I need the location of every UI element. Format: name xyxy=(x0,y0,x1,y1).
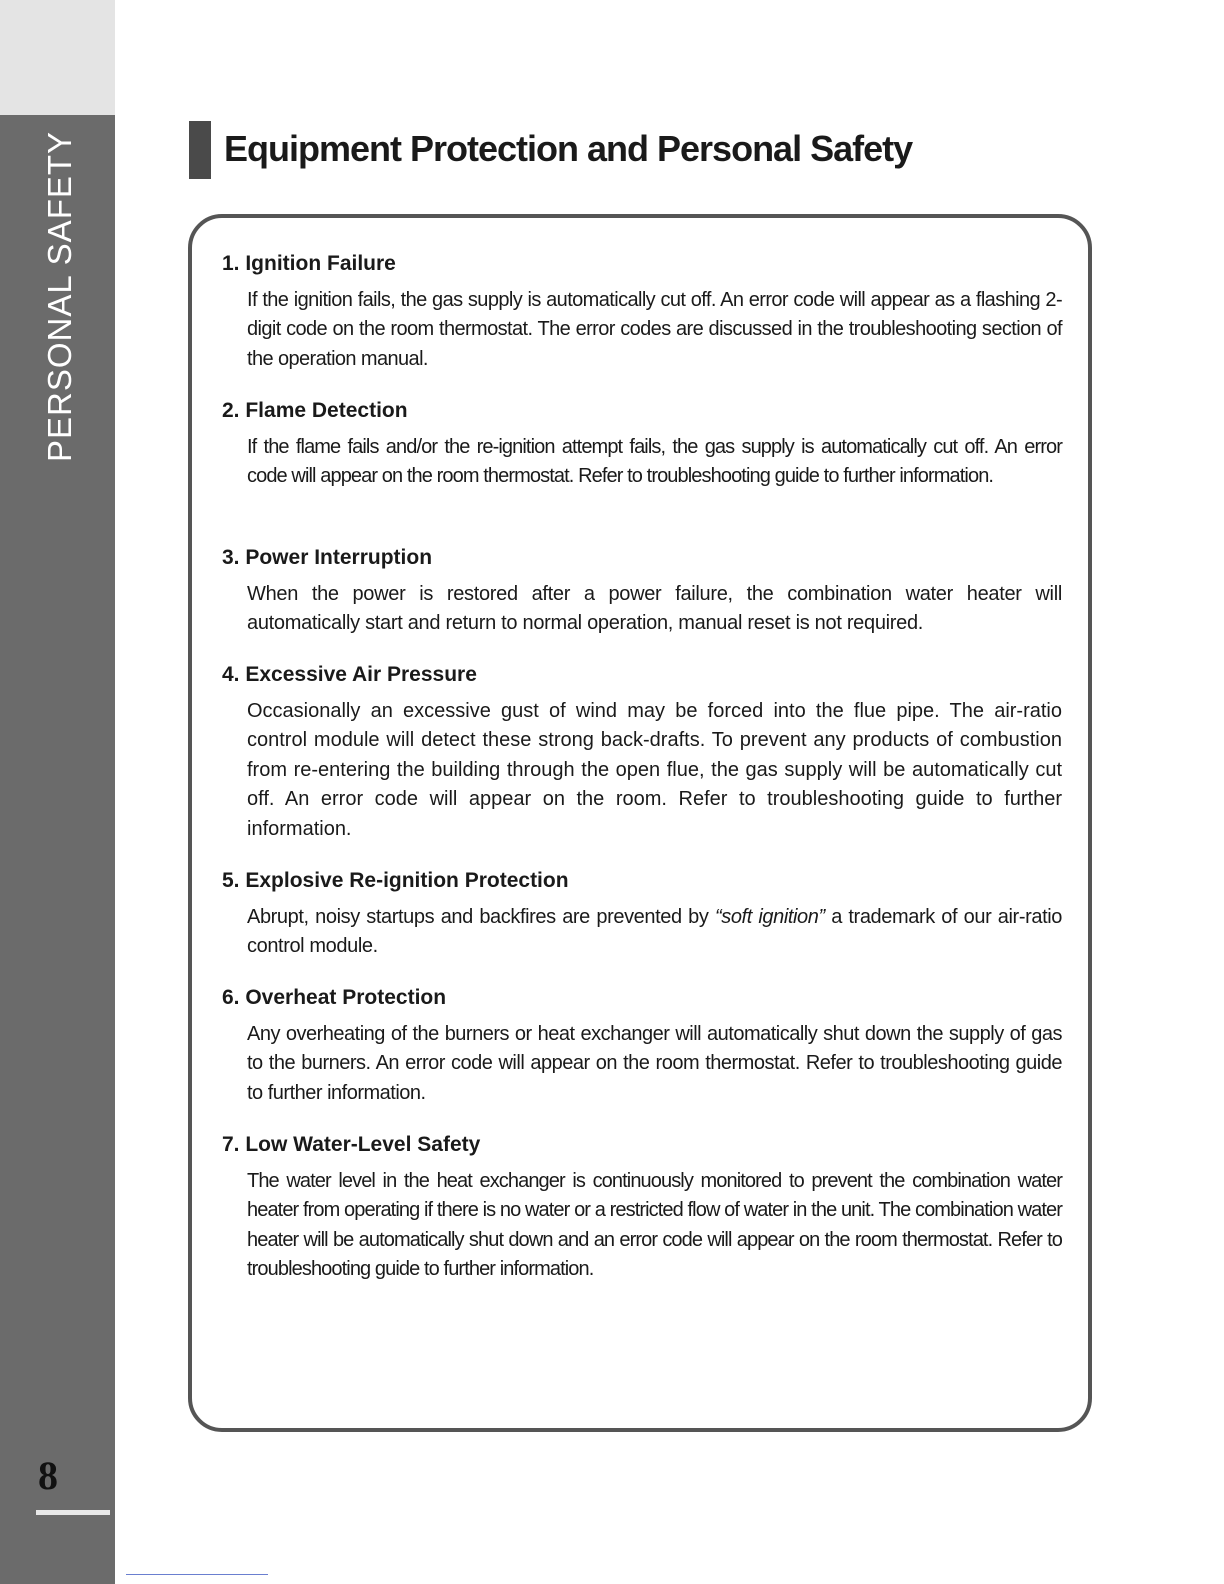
section-body: When the power is restored after a power failure, the combination water heater will automatically start and return to normal operation, manual reset is not required. xyxy=(247,583,1062,635)
trademark-text: “soft ignition” xyxy=(714,906,825,928)
section-body xyxy=(247,903,1062,962)
section-ignition-failure xyxy=(222,250,1062,374)
title-marker xyxy=(189,121,211,179)
section-body: If the ignition fails, the gas supply is automatically cut off. An error code will appear as a flashing 2-digit code on the room thermostat. The error codes are discussed in the troubleshooting section of the operation manual. xyxy=(247,289,1062,370)
section-excessive-air-pressure xyxy=(222,661,1062,844)
section-heading: 6. Overheat Protection xyxy=(222,986,447,1009)
page-number: 8 xyxy=(38,1453,58,1498)
page-number-rule xyxy=(36,1510,110,1515)
section-heading: 2. Flame Detection xyxy=(222,399,408,422)
page-title: Equipment Protection and Personal Safety xyxy=(224,128,913,169)
footer-rule xyxy=(126,1574,268,1575)
section-body: Occasionally an excessive gust of wind may be forced into the flue pipe. The air-ratio control module will detect these strong back-drafts. To prevent any products of combustion from re-entering the building through the open flue, the gas supply will be automatically cut off. An error code will appear on the room. Refer to troubleshooting guide to further information. xyxy=(247,700,1062,840)
section-heading: 7. Low Water-Level Safety xyxy=(222,1133,481,1156)
sidebar-section-label: PERSONAL SAFETY xyxy=(41,130,78,462)
section-low-water-level xyxy=(222,1131,1062,1285)
sidebar-top-block xyxy=(0,0,115,115)
section-power-interruption xyxy=(222,544,1062,639)
body-text: a trademark of our air-ratio control module. xyxy=(247,906,1062,958)
section-heading: 1. Ignition Failure xyxy=(222,252,396,275)
body-text: Abrupt, noisy startups and backfires are prevented by xyxy=(247,906,715,928)
section-heading: 4. Excessive Air Pressure xyxy=(222,663,477,686)
section-heading: 5. Explosive Re-ignition Protection xyxy=(222,869,569,892)
section-flame-detection xyxy=(222,397,1062,492)
section-body: Any overheating of the burners or heat exchanger will automatically shut down the supply of gas to the burners. An error code will appear on the room thermostat. Refer to troubleshooting guide to further information. xyxy=(247,1023,1062,1104)
section-body: The water level in the heat exchanger is continuously monitored to prevent the combination water heater from operating if there is no water or a restricted flow of water in the unit. The combination water heater will be automatically shut down and an error code will appear on the room thermostat. Refer to troubleshooting guide to further information. xyxy=(247,1170,1062,1281)
section-overheat-protection xyxy=(222,984,1062,1108)
section-explosive-reignition xyxy=(222,867,1062,962)
section-heading: 3. Power Interruption xyxy=(222,546,433,569)
section-body: If the flame fails and/or the re-ignition attempt fails, the gas supply is automatically cut off. An error code will appear on the room thermostat. Refer to troubleshooting guide to further information. xyxy=(247,436,1062,488)
